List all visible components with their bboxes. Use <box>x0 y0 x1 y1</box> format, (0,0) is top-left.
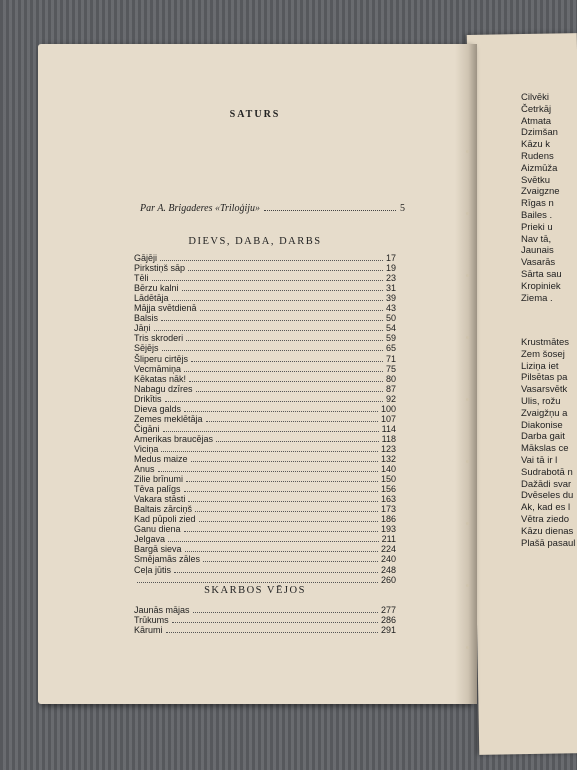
stitch-dot <box>466 336 469 339</box>
right-page-line: Četrkāj <box>521 103 552 115</box>
leader-dots <box>174 572 378 573</box>
toc-entry-title: Pirkstiņš sāp <box>134 263 186 274</box>
leader-dots <box>188 501 378 502</box>
toc-entry-title: Baltais zārciņš <box>134 504 193 515</box>
right-page-line: Rīgas n <box>521 198 554 210</box>
toc-row <box>134 444 396 454</box>
toc-row <box>134 504 396 514</box>
toc-entry-page: 286 <box>380 615 396 626</box>
leader-dots <box>184 531 378 532</box>
right-page-line: Pilsētas pa <box>521 372 568 384</box>
intro-entry <box>140 203 405 214</box>
toc-entry-title: Kēkatas nāk! <box>134 373 187 384</box>
toc-row <box>134 313 396 323</box>
toc-entry-title: Jelgava <box>134 534 166 545</box>
right-page-line: Prieki u <box>521 221 553 233</box>
toc-entry-title: Čigāni <box>134 423 160 434</box>
right-page-line: Krustmātes <box>521 337 570 348</box>
section-title-2: SKARBOS VĒJOS <box>204 585 306 596</box>
toc-entry-title: Gājēji <box>134 253 158 264</box>
toc-entry-page: 39 <box>385 293 396 304</box>
right-page-line: Jaunais <box>521 245 554 257</box>
toc-entry-title: Tēli <box>134 273 149 284</box>
toc-entry-page: 80 <box>385 373 396 384</box>
toc-entry-page: 240 <box>380 554 396 565</box>
toc-entry-title: Tris skroderi <box>134 333 184 344</box>
leader-dots <box>264 203 396 211</box>
stitch-dot <box>466 460 469 463</box>
toc-row <box>134 343 396 353</box>
stitch-dot <box>466 584 469 587</box>
leader-dots <box>184 411 378 412</box>
toc-entry-title: Ceļa jūtis <box>134 564 172 575</box>
toc-entry-title: Kad pūpoli zied <box>134 514 196 525</box>
right-page-line: Rudens <box>521 150 554 162</box>
right-page-line: Ulis, rožu <box>521 395 561 407</box>
toc-entry-page: 54 <box>385 323 396 334</box>
leader-dots <box>162 350 383 351</box>
toc-entry-page: 59 <box>385 333 396 344</box>
toc-entry-page: 123 <box>380 443 396 454</box>
toc-row <box>134 323 396 333</box>
right-page-line: Cilvēki <box>521 92 549 103</box>
right-page-line: Plašā pasaul <box>521 537 576 549</box>
toc-entry-title: Mājja svētdienā <box>134 303 197 314</box>
toc-entry-title: Zilie brīnumi <box>134 474 184 485</box>
right-page-line: Darba gait <box>521 431 565 443</box>
toc-entry-title: Drikītis <box>134 393 162 404</box>
toc-entry-page: 19 <box>385 263 396 274</box>
toc-entry-title: Smējamās zāles <box>134 554 201 565</box>
toc-entry-page: 224 <box>380 544 396 555</box>
book-spine <box>455 44 477 704</box>
toc-entry-title: Bērzu kalni <box>134 283 179 294</box>
toc-row <box>134 333 396 343</box>
leader-dots <box>152 280 383 281</box>
toc-entry-title: Nabagu dzīres <box>134 383 193 394</box>
right-page-line: Aizmūža <box>521 162 558 174</box>
toc-entry-page: 31 <box>385 283 396 294</box>
right-page-line: Diakonise <box>521 419 563 431</box>
toc-entry-page: 43 <box>385 303 396 314</box>
toc-row <box>134 554 396 564</box>
toc-entry-page: 17 <box>385 253 396 264</box>
toc-row <box>134 253 396 263</box>
toc-row <box>134 534 396 544</box>
toc-entry-page: 50 <box>385 313 396 324</box>
right-page-line: Kāzu k <box>521 139 551 151</box>
toc-entry-page: 193 <box>380 524 396 535</box>
leader-dots <box>216 441 379 442</box>
toc-row <box>134 524 396 534</box>
toc-entry-page: 107 <box>380 413 396 424</box>
toc-row <box>134 514 396 524</box>
toc-row <box>134 494 396 504</box>
stitch-dot <box>466 150 469 153</box>
leader-dots <box>166 632 378 633</box>
right-page-line: Dvēseles du <box>521 490 574 502</box>
toc-entry-page: 100 <box>380 403 396 414</box>
leader-dots <box>195 511 378 512</box>
leader-dots <box>191 461 378 462</box>
toc-entry-title: Vecmāmiņa <box>134 363 182 374</box>
toc-entry-page: 87 <box>385 383 396 394</box>
toc-entry-page: 23 <box>385 273 396 284</box>
toc-row <box>134 293 396 303</box>
right-page-line: Nav tā, <box>521 233 552 245</box>
right-page-line: Ak, kad es l <box>521 502 571 514</box>
stitch-dot <box>466 646 469 649</box>
toc-entry-title: Lādētāja <box>134 293 169 304</box>
toc-entry-title: Trūkums <box>134 615 169 626</box>
toc-entry-title: Jāņi <box>134 323 151 334</box>
toc-row <box>134 615 396 625</box>
toc-entry-page: 140 <box>380 464 396 475</box>
leader-dots <box>188 270 383 271</box>
toc-entry-page: 65 <box>385 343 396 354</box>
leader-dots <box>203 561 378 562</box>
toc-entry-title: Zemes meklētāja <box>134 413 203 424</box>
right-page-line: Kāzu dienas <box>521 525 574 537</box>
leader-dots <box>189 381 383 382</box>
toc-row <box>134 273 396 283</box>
leader-dots <box>161 451 378 452</box>
toc-entry-title: Medus maize <box>134 453 188 464</box>
toc-entry-page: 186 <box>380 514 396 525</box>
leader-dots <box>168 541 379 542</box>
toc-row <box>134 625 396 635</box>
right-page-line: Dzimšan <box>521 127 558 139</box>
toc-entry-title: Jaunās mājas <box>134 605 190 616</box>
toc-row <box>134 484 396 494</box>
toc-entry-page: 92 <box>385 393 396 404</box>
toc-entry-title: Bargā sieva <box>134 544 182 555</box>
toc-row <box>134 424 396 434</box>
leader-dots <box>182 290 383 291</box>
right-page-line: Dažādi svar <box>521 478 572 490</box>
leader-dots <box>158 471 378 472</box>
right-page-line: Ziema . <box>521 292 553 304</box>
leader-dots <box>163 431 379 432</box>
toc-row <box>134 454 396 464</box>
toc-entry-title: Sējējs <box>134 343 159 354</box>
toc-entry-title: Anus <box>134 464 155 475</box>
toc-entry-page: 156 <box>380 484 396 495</box>
toc-row <box>134 564 396 574</box>
intro-page: 5 <box>400 203 405 214</box>
toc-entry-title: Amerikas braucējas <box>134 433 214 444</box>
right-page-line: Zvaigzne <box>521 186 560 198</box>
toc-entry-page: 150 <box>380 474 396 485</box>
leader-dots <box>172 300 383 301</box>
leader-dots <box>206 421 378 422</box>
stitch-dot <box>466 398 469 401</box>
right-page-line: Zem šosej <box>521 348 565 360</box>
right-page-text-bottom <box>521 337 575 549</box>
toc-entry-page: 277 <box>380 605 396 616</box>
leader-dots <box>165 401 383 402</box>
toc-row <box>134 394 396 404</box>
toc-row <box>134 575 396 585</box>
toc-entry-title: Ganu diena <box>134 524 181 535</box>
leader-dots <box>199 521 378 522</box>
leader-dots <box>185 551 378 552</box>
right-page-line: Svētku <box>521 174 551 186</box>
toc-entry-page: 248 <box>380 564 396 575</box>
toc-entry-page: 173 <box>380 504 396 515</box>
toc-entry-page: 71 <box>385 353 396 364</box>
right-page-line: Vasarsvētk <box>521 384 568 396</box>
toc-row <box>134 283 396 293</box>
right-page-line: Zvaigžņu a <box>521 407 568 419</box>
stitch-dot <box>466 212 469 215</box>
toc-row <box>134 544 396 554</box>
leader-dots <box>184 491 378 492</box>
leader-dots <box>186 340 383 341</box>
right-page-line: Liziņa iet <box>521 360 559 372</box>
section-title-1: DIEVS, DABA, DARBS <box>188 236 322 247</box>
toc-entry-title: Vakara stāsti <box>134 494 186 505</box>
toc-entry-title: Balsis <box>134 313 159 324</box>
toc-entry-page: 291 <box>380 625 396 636</box>
right-page-line: Atmata <box>521 115 552 127</box>
toc-entry-page: 132 <box>380 453 396 464</box>
stitch-dot <box>466 274 469 277</box>
leader-dots <box>160 260 383 261</box>
right-page-text-top <box>521 92 562 304</box>
right-page-line: Sārta sau <box>521 268 562 280</box>
leader-dots <box>196 391 383 392</box>
leader-dots <box>193 612 378 613</box>
toc-row <box>134 404 396 414</box>
right-page-line: Vai tā ir l <box>521 454 558 466</box>
toc-entry-page: 163 <box>380 494 396 505</box>
toc-row <box>134 384 396 394</box>
toc-list-1 <box>134 253 396 585</box>
leader-dots <box>184 371 383 372</box>
right-page-line: Sudrabotā n <box>521 466 573 478</box>
toc-entry-page: 211 <box>381 534 396 545</box>
toc-entry-title: Šliperu cirtējs <box>134 353 189 364</box>
toc-entry-page: 75 <box>385 363 396 374</box>
right-page-line: Vētra ziedo <box>521 513 570 525</box>
toc-entry-title: Dieva galds <box>134 403 182 414</box>
stitch-dot <box>466 522 469 525</box>
toc-entry-page: 118 <box>381 433 396 444</box>
intro-title: Par A. Brigaderes «Triloģiju» <box>140 203 261 214</box>
toc-row <box>134 605 396 615</box>
leader-dots <box>161 320 383 321</box>
toc-entry-title: Tēva palīgs <box>134 484 181 495</box>
leader-dots <box>186 481 378 482</box>
toc-row <box>134 434 396 444</box>
leader-dots <box>154 330 383 331</box>
toc-row <box>134 374 396 384</box>
toc-row <box>134 464 396 474</box>
toc-row <box>134 303 396 313</box>
toc-entry-title: Kārumi <box>134 625 163 636</box>
toc-row <box>134 353 396 363</box>
leader-dots <box>200 310 383 311</box>
toc-entry-title: Viciņa <box>134 443 159 454</box>
right-page-line: Mākslas ce <box>521 443 569 455</box>
toc-entry-page: 114 <box>381 423 396 434</box>
leader-dots <box>191 361 383 362</box>
right-page-line: Kropiniek <box>521 280 561 292</box>
toc-row <box>134 364 396 374</box>
right-page-line: Bailes . <box>521 209 553 221</box>
leader-dots <box>172 622 378 623</box>
page-title: SATURS <box>229 109 281 120</box>
toc-row <box>134 263 396 273</box>
leader-dots <box>137 582 378 583</box>
toc-row <box>134 414 396 424</box>
toc-row <box>134 474 396 484</box>
right-page-line: Vasarās <box>521 257 556 269</box>
toc-list-2 <box>134 605 396 635</box>
toc-entry-page: 260 <box>380 574 396 585</box>
